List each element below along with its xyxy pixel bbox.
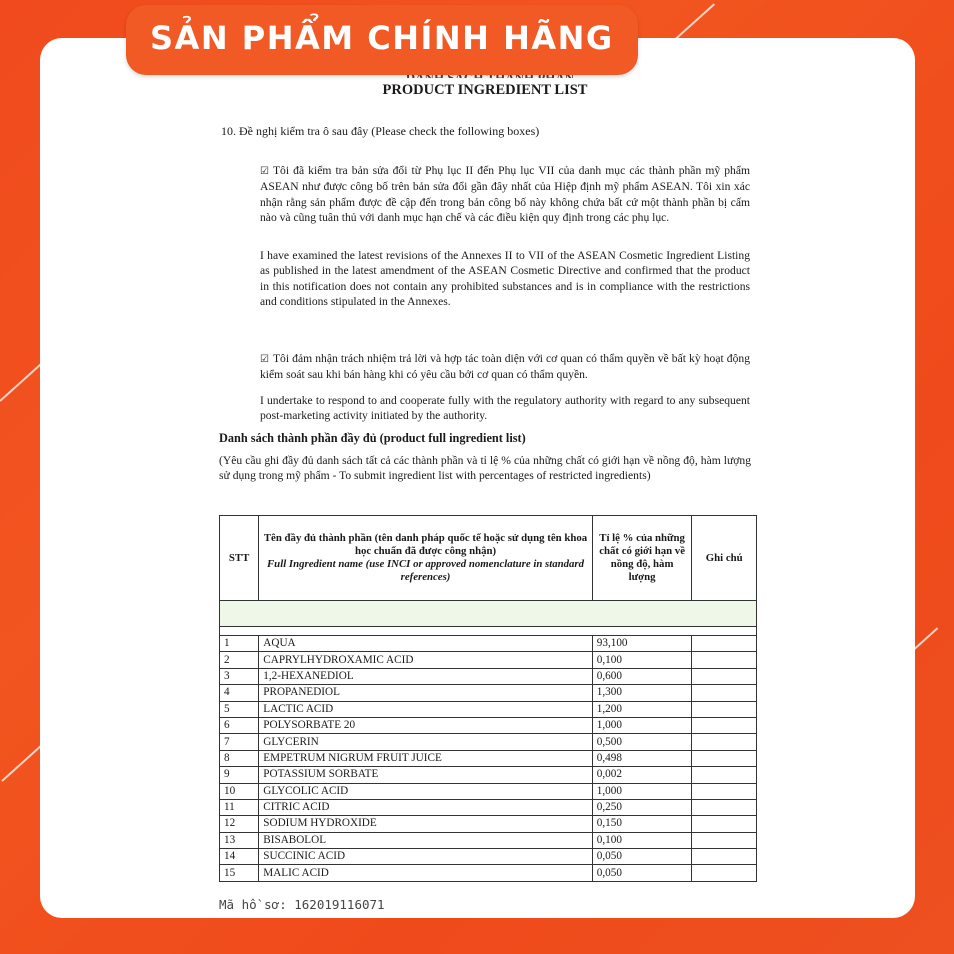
cell-note	[692, 734, 757, 750]
cell-note	[692, 816, 757, 832]
cell-note	[692, 865, 757, 881]
cell-percentage: 0,100	[592, 832, 692, 848]
cell-note	[692, 636, 757, 652]
table-row	[220, 767, 757, 783]
cell-ingredient-name: GLYCERIN	[259, 734, 592, 750]
cell-ingredient-name: POLYSORBATE 20	[259, 717, 592, 733]
table-row	[220, 750, 757, 766]
cell-stt: 12	[220, 816, 259, 832]
table-row	[220, 816, 757, 832]
header-percentage: Tỉ lệ % của những chất có giới hạn về nồng độ, hàm lượng	[592, 516, 692, 601]
cell-note	[692, 701, 757, 717]
cell-ingredient-name: LACTIC ACID	[259, 701, 592, 717]
table-spacer-row	[220, 601, 757, 627]
cell-note	[692, 832, 757, 848]
table-row	[220, 799, 757, 815]
cell-percentage: 0,250	[592, 799, 692, 815]
cell-ingredient-name: PROPANEDIOL	[259, 685, 592, 701]
full-ingredient-list-note: (Yêu cầu ghi đầy đủ danh sách tất cả các thành phần và tỉ lệ % của những chất có giới hạn về nồng độ, hàm lượng sử dụng trong mỹ phẩm - To submit ingredient list with percentages of restricted ingredients)	[219, 454, 751, 483]
cell-stt: 11	[220, 799, 259, 815]
cell-stt: 1	[220, 636, 259, 652]
cell-ingredient-name: SUCCINIC ACID	[259, 849, 592, 865]
record-code: Mã hồ sơ: 162019116071	[219, 897, 385, 912]
cell-percentage: 0,498	[592, 750, 692, 766]
cell-ingredient-name: POTASSIUM SORBATE	[259, 767, 592, 783]
header-ingredient-name	[259, 516, 592, 601]
cell-stt: 3	[220, 668, 259, 684]
header-name-en: Full Ingredient name (use INCI or approved nomenclature in standard references)	[266, 558, 585, 583]
cell-ingredient-name: AQUA	[259, 636, 592, 652]
cell-stt: 7	[220, 734, 259, 750]
table-row	[220, 636, 757, 652]
header-stt: STT	[220, 516, 259, 601]
document-title: PRODUCT INGREDIENT LIST	[382, 82, 588, 98]
table-row	[220, 668, 757, 684]
cell-percentage: 0,500	[592, 734, 692, 750]
cell-stt: 5	[220, 701, 259, 717]
cell-stt: 13	[220, 832, 259, 848]
cell-percentage: 0,002	[592, 767, 692, 783]
checkbox-statement-1-en: I have examined the latest revisions of the Annexes II to VII of the ASEAN Cosmetic Ingredient Listing as published in the latest amendment of the ASEAN Cosmetic Directive and confirmed that the product in this notification does not contain any prohibited substances and is in compliance with the restrictions and conditions stipulated in the Annexes.	[260, 249, 750, 309]
checked-box-icon: ☑	[260, 166, 269, 177]
header-note: Ghi chú	[692, 516, 757, 601]
cell-percentage: 0,050	[592, 849, 692, 865]
table-row	[220, 865, 757, 881]
table-row	[220, 832, 757, 848]
cell-ingredient-name: MALIC ACID	[259, 865, 592, 881]
table-row	[220, 734, 757, 750]
cell-note	[692, 767, 757, 783]
cell-percentage: 1,300	[592, 685, 692, 701]
table-spacer-row	[220, 627, 757, 636]
cell-ingredient-name: GLYCOLIC ACID	[259, 783, 592, 799]
table-row	[220, 849, 757, 865]
cell-note	[692, 685, 757, 701]
cell-percentage: 0,100	[592, 652, 692, 668]
cell-note	[692, 668, 757, 684]
authentic-product-banner	[126, 5, 638, 75]
table-header-row	[220, 516, 757, 601]
table-row	[220, 717, 757, 733]
cell-note	[692, 849, 757, 865]
cell-percentage: 1,000	[592, 783, 692, 799]
checkbox-statement-2-en: I undertake to respond to and cooperate fully with the regulatory authority with regard to any subsequent post-marketing activity initiated by the authority.	[260, 394, 750, 423]
cell-percentage: 0,150	[592, 816, 692, 832]
cell-stt: 8	[220, 750, 259, 766]
cell-stt: 6	[220, 717, 259, 733]
cell-note	[692, 652, 757, 668]
full-ingredient-list-heading: Danh sách thành phần đầy đủ (product full ingredient list)	[219, 431, 526, 445]
ingredient-rows	[220, 636, 757, 882]
cell-ingredient-name: 1,2-HEXANEDIOL	[259, 668, 592, 684]
cell-percentage: 1,000	[592, 717, 692, 733]
cell-percentage: 0,600	[592, 668, 692, 684]
cell-stt: 9	[220, 767, 259, 783]
checkbox-statement-2-vi: ☑ Tôi đảm nhận trách nhiệm trả lời và hợp tác toàn diện với cơ quan có thẩm quyền về bất kỳ hoạt động kiểm soát sau khi bán hàng khi có yêu cầu bởi cơ quan có thẩm quyền.	[260, 352, 750, 382]
cell-percentage: 0,050	[592, 865, 692, 881]
cell-ingredient-name: SODIUM HYDROXIDE	[259, 816, 592, 832]
table-row	[220, 685, 757, 701]
cell-stt: 14	[220, 849, 259, 865]
cell-note	[692, 750, 757, 766]
cell-note	[692, 799, 757, 815]
section-10-heading: 10. Đề nghị kiểm tra ô sau đây (Please check the following boxes)	[221, 124, 540, 138]
cell-percentage: 1,200	[592, 701, 692, 717]
cell-stt: 15	[220, 865, 259, 881]
cell-note	[692, 783, 757, 799]
header-name-vi: Tên đầy đủ thành phần (tên danh pháp quốc tế hoặc sử dụng tên khoa học chuẩn đã được công nhận)	[263, 532, 588, 557]
checked-box-icon: ☑	[260, 354, 269, 365]
cell-note	[692, 717, 757, 733]
cell-stt: 10	[220, 783, 259, 799]
table-row	[220, 701, 757, 717]
table-row	[220, 783, 757, 799]
cell-ingredient-name: BISABOLOL	[259, 832, 592, 848]
cell-stt: 4	[220, 685, 259, 701]
ingredient-table	[219, 515, 757, 882]
cell-percentage: 93,100	[592, 636, 692, 652]
checkbox-statement-1-vi: ☑ Tôi đã kiểm tra bản sửa đổi từ Phụ lục II đến Phụ lục VII của danh mục các thành phần mỹ phẩm ASEAN như được công bố trên bản sửa đổi gần đây nhất của Hiệp định mỹ phẩm ASEAN. Tôi xin xác nhận rằng sản phẩm được đề cập đến trong bản công bố này không chứa bất cứ một thành phần bị cấm nào và cũng tuân thủ với danh mục hạn chế và các điều kiện quy định trong các phụ lục.	[260, 164, 750, 225]
cell-ingredient-name: CAPRYLHYDROXAMIC ACID	[259, 652, 592, 668]
table-row	[220, 652, 757, 668]
banner-text: SẢN PHẨM CHÍNH HÃNG	[150, 19, 614, 57]
cell-ingredient-name: EMPETRUM NIGRUM FRUIT JUICE	[259, 750, 592, 766]
cell-ingredient-name: CITRIC ACID	[259, 799, 592, 815]
cell-stt: 2	[220, 652, 259, 668]
